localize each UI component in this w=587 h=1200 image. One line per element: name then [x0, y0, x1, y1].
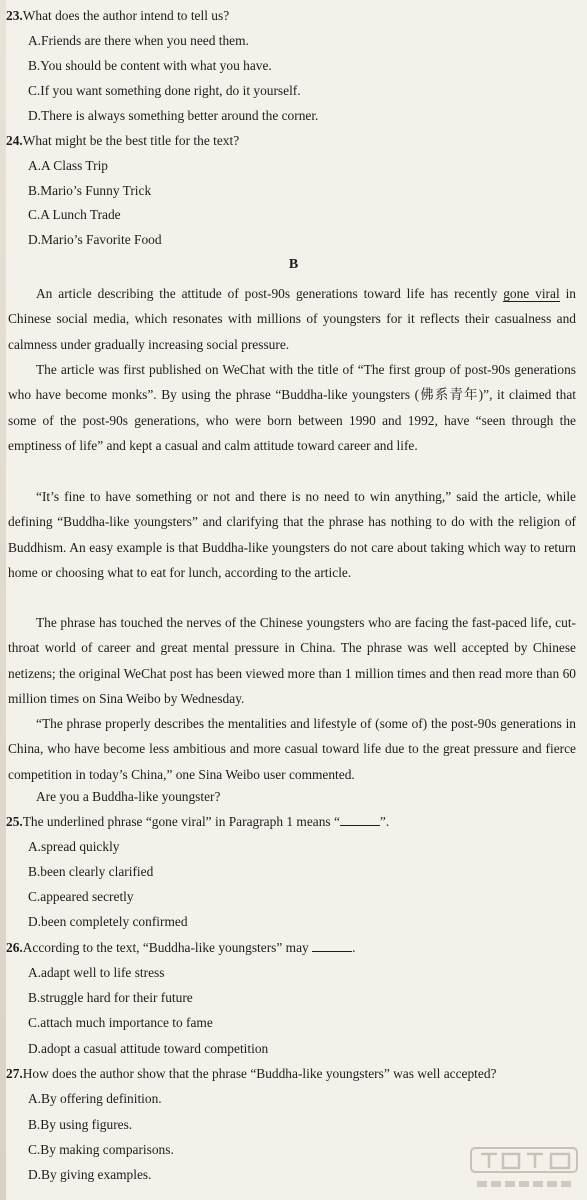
- option-26-a: A.adapt well to life stress: [28, 965, 165, 980]
- watermark-logo: [469, 1144, 579, 1194]
- option-25-d: D.been completely confirmed: [28, 914, 188, 929]
- answer-blank: [312, 939, 352, 952]
- question-24: [6, 132, 587, 150]
- passage-paragraph-4: The phrase has touched the nerves of the Chinese youngsters who are facing the fast-paced life, cut-throat world of career and great mental pressure in China. The phrase was well accepted by Chinese netizens; the original WeChat post has been viewed more than 1 million times and then read more than 60 million times on Sina Weibo by Wednesday.: [8, 615, 576, 706]
- underlined-phrase: gone viral: [503, 286, 560, 301]
- option-24-b: B.Mario’s Funny Trick: [28, 183, 152, 198]
- passage-paragraph-1: An article describing the attitude of post-90s generations toward life has recently gone viral in Chinese social media, which resonates with millions of youngsters for it reflects their casualness and calmness under gradually increasing social pressure.: [8, 286, 577, 352]
- question-number: 25.: [6, 814, 23, 829]
- question-text: According to the text, “Buddha-like youngsters” may: [22, 940, 313, 955]
- option-27-a: A.By offering definition.: [28, 1091, 162, 1106]
- option-23-d: D.There is always something better around the corner.: [28, 108, 319, 123]
- passage-paragraph-2: The article was first published on WeChat with the title of “The first group of post-90s generations who have become monks”. By using the phrase “Buddha-like youngsters (佛系青年)”, it claimed that some of the post-90s generations, who were born between 1990 and 1992, have “seen through the emptiness of life” and kept a casual and calm attitude toward career and life.: [8, 362, 576, 453]
- option-25-b: B.been clearly clarified: [28, 864, 154, 879]
- page-spine: [0, 0, 6, 1200]
- section-heading: B: [288, 257, 299, 272]
- option-24-a: A.A Class Trip: [28, 158, 109, 173]
- option-24-d: D.Mario’s Favorite Food: [28, 232, 162, 247]
- question-text: How does the author show that the phrase “Buddha-like youngsters” was well accepted?: [22, 1066, 497, 1081]
- option-27-b: B.By using figures.: [28, 1117, 133, 1132]
- option-23-c: C.If you want something done right, do it yourself.: [28, 83, 301, 98]
- question-text: The underlined phrase “gone viral” in Paragraph 1 means “: [22, 814, 340, 829]
- answer-blank: [340, 813, 380, 826]
- passage-paragraph-3: “It’s fine to have something or not and there is no need to win anything,” said the article, while defining “Buddha-like youngsters” and clarifying that the phrase has nothing to do with the religion of Buddhism. An easy example is that Buddha-like youngsters do not care about taking which way to return home or choosing what to eat for lunch, according to the article.: [8, 489, 576, 580]
- question-number: 26.: [6, 940, 23, 955]
- option-25-c: C.appeared secretly: [28, 889, 134, 904]
- passage-closing-question: Are you a Buddha-like youngster?: [36, 789, 221, 804]
- option-23-b: B.You should be content with what you have.: [28, 58, 272, 73]
- option-24-c: C.A Lunch Trade: [28, 207, 121, 222]
- question-25: 25.The underlined phrase “gone viral” in Paragraph 1 means “ ”.: [6, 814, 390, 829]
- question-27: [6, 1065, 587, 1083]
- option-27-d: D.By giving examples.: [28, 1167, 152, 1182]
- question-23: [6, 7, 587, 25]
- option-23-a: A.Friends are there when you need them.: [28, 33, 249, 48]
- question-26: 26.According to the text, “Buddha-like youngsters” may .: [6, 940, 356, 955]
- question-text: What does the author intend to tell us?: [22, 8, 230, 23]
- option-26-c: C.attach much importance to fame: [28, 1015, 213, 1030]
- question-number: 24.: [6, 133, 23, 148]
- question-text: What might be the best title for the text?: [22, 133, 240, 148]
- option-26-d: D.adopt a casual attitude toward competition: [28, 1041, 269, 1056]
- question-number: 27.: [6, 1066, 23, 1081]
- passage-paragraph-5: “The phrase properly describes the mentalities and lifestyle of (some of) the post-90s generations in China, who have become less ambitious and more casual toward life due to the great pressure and fierce competition in today’s China,” one Sina Weibo user commented.: [8, 716, 576, 782]
- option-27-c: C.By making comparisons.: [28, 1142, 174, 1157]
- option-26-b: B.struggle hard for their future: [28, 990, 193, 1005]
- question-number: 23.: [6, 8, 23, 23]
- option-25-a: A.spread quickly: [28, 839, 120, 854]
